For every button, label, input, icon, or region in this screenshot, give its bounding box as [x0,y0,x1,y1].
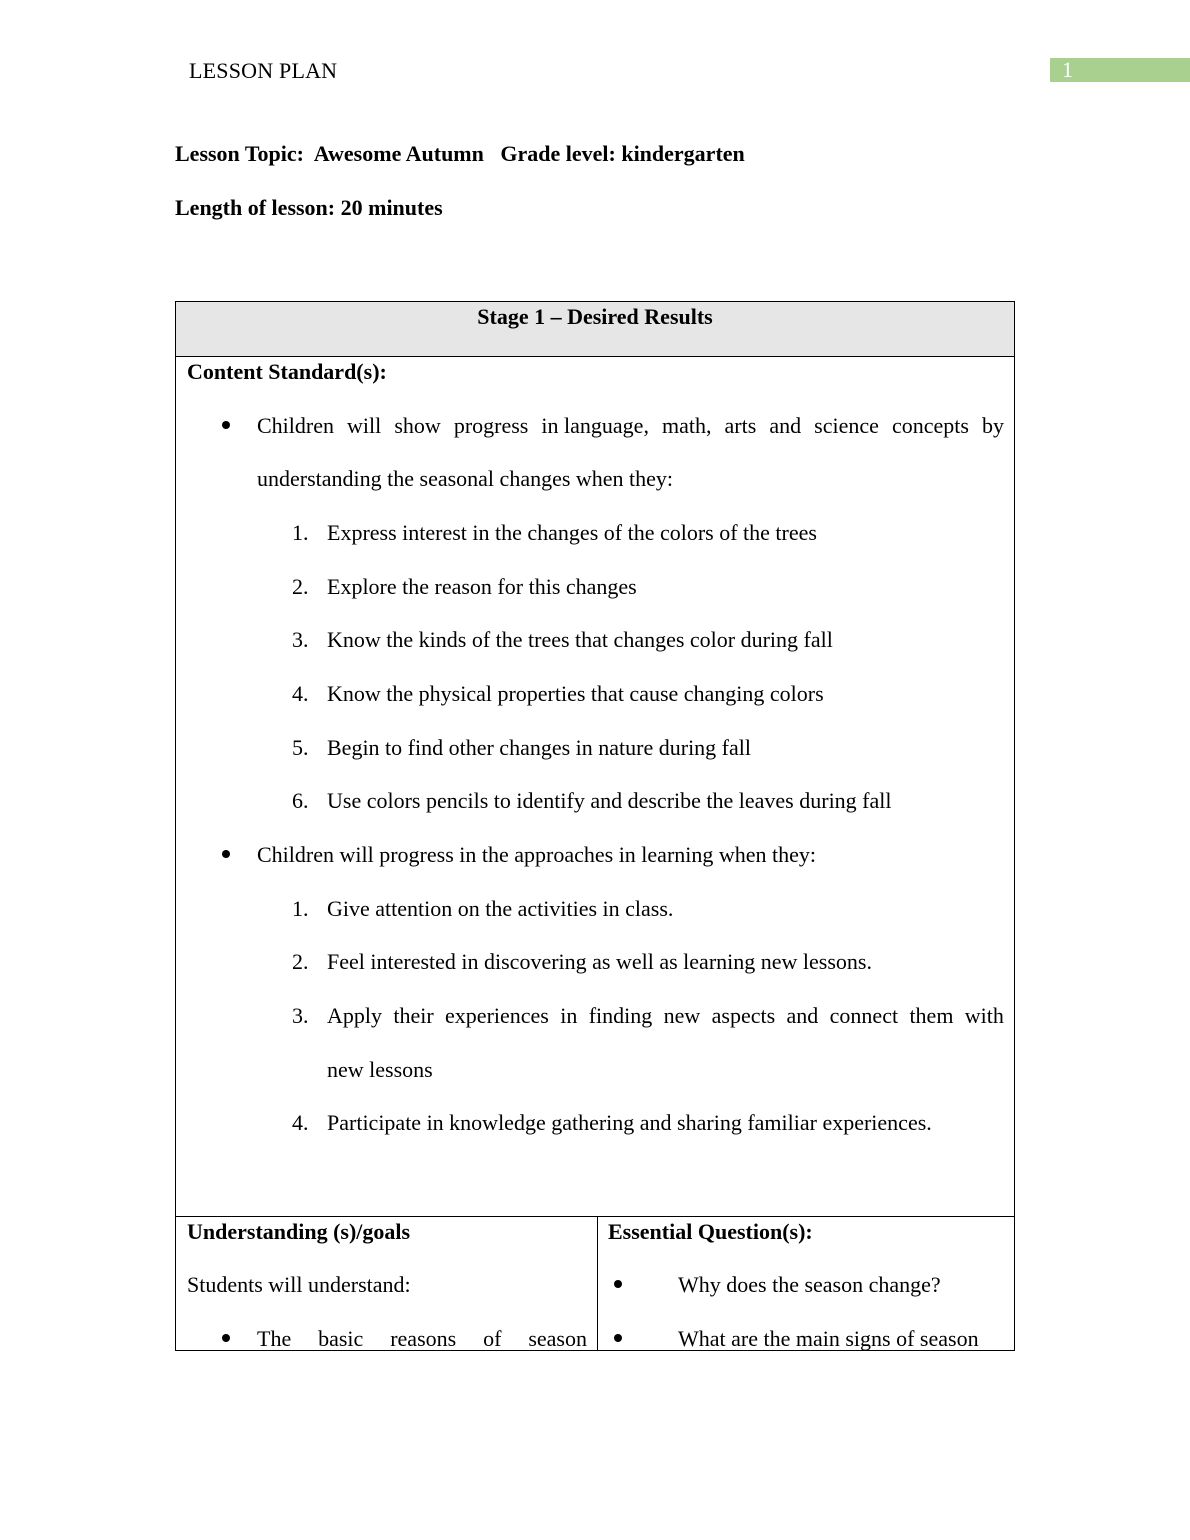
bullet-icon [222,421,230,429]
understanding-cell [176,1217,598,1350]
word: them [909,1003,954,1028]
word: new [663,1003,701,1028]
list-number: 4. [292,681,309,706]
list-item: Know the physical properties that cause changing colors [327,681,824,706]
word: their [393,1003,434,1028]
word: in [560,1003,578,1028]
understanding-heading: Understanding (s)/goals [187,1219,411,1244]
understanding-bullet-line [257,1324,587,1350]
essential-questions-cell [598,1217,1014,1350]
word: reasons [390,1326,457,1350]
word: finding [588,1003,653,1028]
stage-header [176,302,1014,357]
word: science [814,413,879,438]
bullet-icon [222,850,230,858]
running-head: LESSON PLAN [189,58,338,83]
word: aspects [711,1003,776,1028]
stage-title: Stage 1 – Desired Results [477,304,713,329]
word: progress [453,413,529,438]
word: of [483,1326,502,1350]
word: show [394,413,441,438]
list-item-line2: new lessons [327,1057,433,1082]
bullet-icon [222,1334,230,1342]
understanding-intro: Students will understand: [187,1272,411,1297]
list-item: Give attention on the activities in class. [327,896,674,921]
list-item: Feel interested in discovering as well as learning new lessons. [327,949,872,974]
list-number: 1. [292,896,309,921]
list-number: 5. [292,735,309,760]
list-number: 2. [292,574,309,599]
page-number-badge: 1 [1050,58,1190,82]
bullet1-line1 [257,411,1004,441]
list-number: 3. [292,1003,309,1028]
bullet-icon [614,1334,622,1342]
list-item-line1 [327,1001,1004,1031]
word: and [769,413,802,438]
word: with [964,1003,1004,1028]
bullet-icon [614,1280,622,1288]
word: and [786,1003,819,1028]
list-item: Know the kinds of the trees that changes color during fall [327,627,833,652]
word: math, [662,413,712,438]
word: will [347,413,382,438]
bullet1-line2: understanding the seasonal changes when they: [257,466,674,491]
bullet2-text: Children will progress in the approaches in learning when they: [257,842,817,867]
word: concepts [891,413,969,438]
word: basic [318,1326,364,1350]
list-number: 3. [292,627,309,652]
word: experiences [445,1003,549,1028]
content-standards-heading: Content Standard(s): [187,359,387,384]
word: in language, [541,413,649,438]
word: Apply [327,1003,382,1028]
list-number: 4. [292,1110,309,1135]
list-number: 1. [292,520,309,545]
list-item: Participate in knowledge gathering and sharing familiar experiences. [327,1110,932,1135]
lesson-length-line: Length of lesson: 20 minutes [175,195,443,220]
word: connect [829,1003,899,1028]
essential-question: What are the main signs of season [678,1326,979,1350]
word: Children [257,413,334,438]
word: by [981,413,1004,438]
list-number: 6. [292,788,309,813]
essential-question: Why does the season change? [678,1272,941,1297]
essential-heading: Essential Question(s): [608,1219,813,1244]
list-item: Use colors pencils to identify and describe the leaves during fall [327,788,892,813]
list-item: Explore the reason for this changes [327,574,637,599]
content-standards-cell [176,357,1014,1217]
word: The [257,1326,292,1350]
word: arts [724,413,757,438]
list-item: Begin to find other changes in nature during fall [327,735,751,760]
lesson-plan-table [175,301,1015,1351]
word: season [528,1326,587,1350]
list-number: 2. [292,949,309,974]
lesson-topic-line: Lesson Topic: Awesome Autumn Grade level: kindergarten [175,141,745,166]
list-item: Express interest in the changes of the colors of the trees [327,520,817,545]
